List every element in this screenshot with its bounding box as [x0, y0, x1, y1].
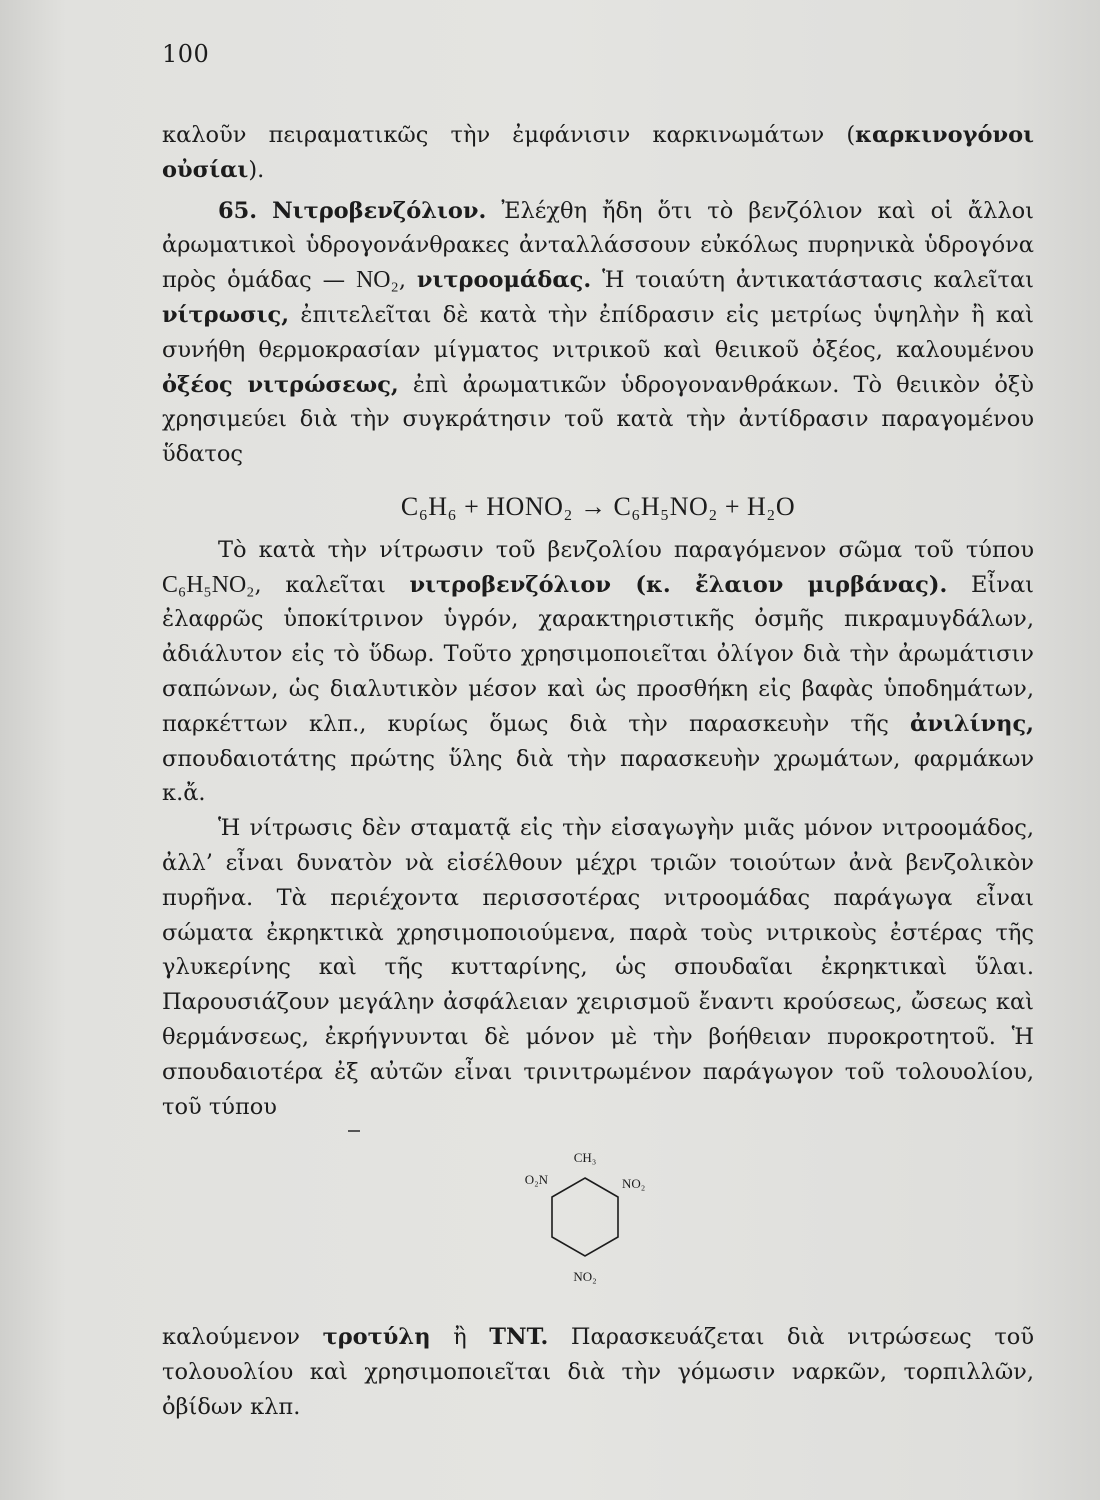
page-number: 100	[162, 40, 210, 68]
substituent-methyl: CH₃	[573, 1150, 597, 1165]
bold-term-nitrating-acid: ὀξέος νιτρώσεως,	[162, 371, 399, 398]
continuation-paragraph: καλοῦν πειραματικῶς τὴν ἐμφάνισιν καρκινωμάτων (καρκινογόνοι οὐσίαι).	[162, 122, 1034, 183]
stray-mark	[348, 1130, 360, 1132]
substituent-left-nitro: O₂N	[524, 1172, 548, 1187]
section-number: 65.	[218, 197, 258, 224]
bold-term-aniline: ἀνιλίνης,	[910, 710, 1034, 737]
substituent-right-nitro: NO₂	[622, 1176, 646, 1191]
section-title: Νιτροβενζόλιον.	[272, 197, 487, 224]
nitrobenzene-paragraph: Τὸ κατὰ τὴν νίτρωσιν τοῦ βενζολίου παραγόμενον σῶμα τοῦ τύπου C₆H₅NO₂, καλεῖται νιτροβενζόλιον (κ. ἔλαιον μιρβάνας). Εἶναι ἐλαφρῶς ὑποκίτρινον ὑγρόν, χαρακτηριστικῆς ὀσμῆς πικραμυγδάλων, ἀδιάλυτον εἰς τὸ ὕδωρ. Τοῦτο χρησιμοποιεῖται ὀλίγον διὰ τὴν ἀρωμάτισιν σαπώνων, ὡς διαλυτικὸν μέσον καὶ ὡς προσθήκη εἰς βαφὰς ὑποδημάτων, παρκέττων κλπ., κυρίως ὅμως διὰ τὴν παρασκευὴν τῆς ἀνιλίνης, σπουδαιοτάτης πρώτης ὕλης διὰ τὴν παρασκευὴν χρωμάτων, φαρμάκων κ.ἄ.	[162, 536, 1034, 807]
tnt-structure-diagram	[490, 1140, 680, 1300]
lower-text-block	[162, 1320, 1034, 1424]
bold-term-nitrogroups: νιτροομάδας.	[416, 267, 592, 294]
benzene-ring	[552, 1178, 618, 1256]
bold-term-nitrobenzene: νιτροβενζόλιον (κ. ἔλαιον μιρβάνας).	[409, 571, 948, 598]
upper-text-block	[162, 118, 1034, 1124]
nitration-equation: C₆H₆ + HONO₂ → C₆H₅NO₂ + H₂O	[400, 491, 796, 521]
section-65-paragraph: 65. Νιτροβενζόλιον. Ἐλέχθη ἤδη ὅτι τὸ βενζόλιον καὶ οἱ ἄλλοι ἀρωματικοὶ ὑδρογονάνθρακες ἀνταλλάσσουν εὐκόλως πυρηνικὰ ὑδρογόνα πρὸς ὁμάδας — NO₂, νιτροομάδας. Ἡ τοιαύτη ἀντικατάστασις καλεῖται νίτρωσις, ἐπιτελεῖται δὲ κατὰ τὴν ἐπίδρασιν εἰς μετρίως ὑψηλὴν ἢ καὶ συνήθη θερμοκρασίαν μίγματος νιτρικοῦ καὶ θειικοῦ ὀξέος, καλουμένου ὀξέος νιτρώσεως, ἐπὶ ἀρωματικῶν ὑδρογονανθράκων. Τὸ θειικὸν ὀξὺ χρησιμεύει διὰ τὴν συγκράτησιν τοῦ κατὰ τὴν ἀντίδρασιν παραγομένου ὕδατος	[162, 197, 1034, 468]
bold-term-tnt: TNT.	[489, 1324, 549, 1350]
bold-term-trotyl: τροτύλη	[322, 1324, 431, 1350]
nitro-group: NO₂	[356, 267, 399, 294]
bold-term-carcinogenic: καρκινογόνοι οὐσίαι	[162, 122, 1034, 183]
substituent-bottom-nitro: NO₂	[573, 1269, 597, 1284]
explosives-paragraph: Ἡ νίτρωσις δὲν σταματᾷ εἰς τὴν εἰσαγωγὴν μιᾶς μόνον νιτροομάδος, ἀλλ’ εἶναι δυνατὸν νὰ εἰσέλθουν μέχρι τριῶν τοιούτων ἀνὰ βενζολικὸν πυρῆνα. Τὰ περιέχοντα περισσοτέρας νιτροομάδας παράγωγα εἶναι σώματα ἐκρηκτικὰ χρησιμοποιούμενα, παρὰ τοὺς νιτρικοὺς ἐστέρας τῆς γλυκερίνης καὶ τῆς κυτταρίνης, ὡς σπουδαῖαι ἐκρηκτικαὶ ὕλαι. Παρουσιάζουν μεγάλην ἀσφάλειαν χειρισμοῦ ἔναντι κρούσεως, ὤσεως καὶ θερμάνσεως, ἐκρήγνυνται δὲ μόνον μὲ τὴν βοήθειαν πυροκροτητοῦ. Ἡ σπουδαιοτέρα ἐξ αὐτῶν εἶναι τρινιτρωμένον παράγωγον τοῦ τολουολίου, τοῦ τύπου	[162, 815, 1034, 1120]
bold-term-nitration: νίτρωσις,	[162, 301, 290, 328]
nitrobenzene-formula: C₆H₅NO₂	[162, 571, 255, 598]
tnt-paragraph: καλούμενον τροτύλη ἢ TNT. Παρασκευάζεται διὰ νιτρώσεως τοῦ τολουολίου καὶ χρησιμοποιεῖται διὰ τὴν γόμωσιν ναρκῶν, τορπιλλῶν, ὀβίδων κλπ.	[162, 1324, 1034, 1420]
